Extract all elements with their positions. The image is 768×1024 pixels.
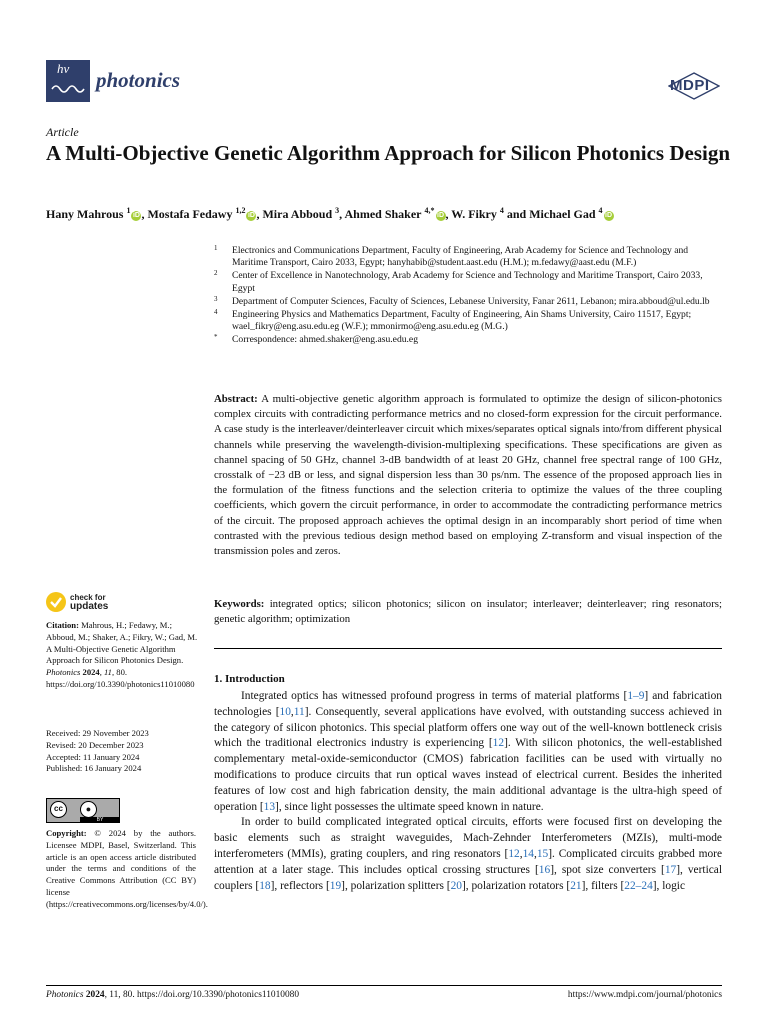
author-sup: 4 [598,206,603,215]
affiliation-item: 3 Department of Computer Sciences, Faculty of Sciences, Lebanese University, Fanar 2611, Lebanon; mira.abboud@ul.edu.lb [214,294,710,307]
citation-link[interactable]: 13 [263,800,276,813]
intro-paragraph: Integrated optics has witnessed profound progress in terms of material platforms [1–9] and fabrication technologies [10,11]. Consequently, several applications have evolved, with outstanding success achieved in the category of silicon photonics. This special platform offers one way out of the well-known bottleneck crisis which the traditional electronics industry is experiencing [12]. With silicon photonics, the well-established complementary metal-oxide-semiconductor (CMOS) fabrication facilities can be used with virtually no modifications to produce circuits that run optical waves instead of electrical current. Besides the inherited features of low cost and high fabrication density, the main additional advantage is the ultra-high speed of operation [13], since light possesses the ultimate speed known in nature. [214,690,722,813]
author-name[interactable]: W. Fikry [451,207,497,221]
affiliation-item: 2 Center of Excellence in Nanotechnology, Arab Academy for Science and Technology and Maritime Transport, Cairo 2033, Egypt [214,269,703,294]
intro-paragraph: In order to build complicated integrated optical circuits, efforts were focused first on developing the basic elements such as straight waveguides, Mach-Zehnder Interferometers (MZIs), multi-mode interferometers (MMIs), grating couplers, and ring resonators [12,14,15]. Complicated circuits grabbed more attention at a later stage. This includes optical crossing structures [16], spot size converters [17], vertical couplers [18], reflectors [19], polarization splitters [20], polarization rotators [21], filters [22–24], logic [214,816,723,892]
author-name[interactable]: Hany Mahrous [46,207,124,221]
author-name[interactable]: Mira Abboud [262,207,333,221]
orcid-icon[interactable]: iD [247,212,255,219]
footer-journal-url[interactable]: https://www.mdpi.com/journal/photonics [567,990,722,1000]
citation-label: Citation: [46,620,79,630]
received-date: Received: 29 November 2023 [46,728,149,738]
copyright-text: © 2024 by the authors. Licensee MDPI, Basel, Switzerland. This article is an open access article distributed under the terms and conditions of the Creative Commons Attribution (CC BY) license (https://creativecommons.org/licenses/by/4.0/). [46,828,208,909]
abstract [214,392,722,559]
author-sup: 4,* [424,206,435,215]
citation-link[interactable]: 14 [522,847,534,860]
citation-link[interactable]: 19 [329,879,342,892]
cc-by-license-badge[interactable] [46,798,120,823]
journal-logo-text: hv [57,61,70,76]
wave-icon [51,82,85,96]
journal-logo [46,60,90,102]
by-label: BY [80,817,120,823]
author-sup: 1,2 [235,206,246,215]
footer-divider [46,985,722,986]
author-name[interactable]: Ahmed Shaker [344,207,422,221]
orcid-icon[interactable]: iD [437,212,444,219]
published-date: Published: 16 January 2024 [46,763,142,774]
citation-link[interactable]: 17 [664,863,677,876]
author-name[interactable]: Michael Gad [529,207,596,221]
keywords [214,597,722,627]
abstract-text: A multi-objective genetic algorithm approach is formulated to optimize the design of silicon-photonics complex circuits with contradicting performance metrics and no closed-form expression for the circuit performance. A case study is the interleaver/deinterleaver circuit which mixes/separates optical signals into/from different physical channels while preserving the wavelength-division-multiplexing specifications. These specifications are given as channel spacing of 50 GHz, channel 3-dB bandwidth of at least 20 GHz, channel free spectral range of 100 GHz, crosstalk of −23 dB or less, and signal dispersion less than 30 ps/nm. The essence of the proposed approach lies in the formulation of the fitness functions and the selection criteria to optimize the values of the three coupling coefficients, which govern the circuit performance, in order to accommodate the contradicting performance metrics of the circuit. The proposed approach achieves the optimal design in an incomparably short period of time when contrasted with the previous tedious design method based on employing Z-transform and visual inspection of the transmission poles and zeros. [214,393,722,558]
citation-link[interactable]: 22–24 [624,879,653,892]
section-heading: 1. Introduction [214,673,285,685]
section-divider [214,648,722,649]
author-list: Hany Mahrous $^1$iD , Mostafa Fedawy $^{1,2}$iD , Mira Abboud $^3$, Ahmed Shaker $^{4,*}$iD , W. Fikry $^4$ and Michael Gad $^4$iD [46,206,613,221]
person-icon: ● [80,801,97,818]
abstract-label: Abstract: [214,393,258,405]
keywords-label: Keywords: [214,598,265,610]
paper-title: A Multi-Objective Genetic Algorithm Approach for Silicon Photonics Design [46,141,731,165]
citation-link[interactable]: 16 [538,863,551,876]
citation-link[interactable]: 21 [570,879,582,892]
author-sup: 4 [499,206,504,215]
citation-link[interactable]: 15 [536,847,549,860]
article-type: Article [46,125,79,139]
check-for-updates-icon[interactable] [46,592,66,612]
citation-text: Mahrous, H.; Fedawy, M.; Abboud, M.; Shaker, A.; Fikry, W.; Gad, M. A Multi-Objective Genetic Algorithm Approach for Silicon Photonics Design. [46,620,198,666]
mdpi-logo-text: MDPI [670,77,710,94]
article-dates [46,728,202,775]
affiliation-item: 4 Engineering Physics and Mathematics Department, Faculty of Engineering, Ain Shams University, Cairo 11517, Egypt; wael_fikry@eng.asu.edu.eg (W.F.); mmonirmo@eng.asu.edu.eg (M.G.) [214,308,692,333]
citation-link[interactable]: 18 [259,879,271,892]
accepted-date: Accepted: 11 January 2024 [46,751,140,762]
orcid-icon[interactable]: iD [605,212,613,219]
citation-doi[interactable]: 80. https://doi.org/10.3390/photonics11010080 [46,667,195,689]
correspondence: * Correspondence: ahmed.shaker@eng.asu.edu.eg [214,333,418,346]
keywords-text: integrated optics; silicon photonics; silicon on insulator; interleaver; deinterleaver; ring resonators; genetic algorithm; optimization [214,598,722,626]
citation-block: Citation: Mahrous, H.; Fedawy, M.; Abboud, M.; Shaker, A.; Fikry, W.; Gad, M. A Multi-Objective Genetic Algorithm Approach for Silicon Photonics Design. Photonics 2024, 11, 80. https://doi.org/10.3390/photonics11010080 [46,620,198,689]
journal-name: photonics [96,68,181,92]
checkmark-icon [46,592,66,612]
affiliations [214,245,724,348]
citation-link[interactable]: 10 [279,705,291,718]
citation-link[interactable]: 11 [293,705,305,718]
revised-date: Revised: 20 December 2023 [46,739,144,750]
affiliation-item: 1 Electronics and Communications Department, Faculty of Engineering, Arab Academy for Science and Technology and Maritime Transport, Cairo 2033, Egypt; hanyhabib@student.aast.edu (H.M.); m.fedawy@aast.edu (M.F.) [214,244,689,269]
author-sup: 1 [126,206,131,215]
check-for-updates-button[interactable]: check for updates [70,593,109,612]
author-name[interactable]: Mostafa Fedawy [147,207,233,221]
orcid-icon[interactable]: iD [132,212,140,219]
cc-icon: cc [50,801,67,818]
intro-body [214,689,722,894]
copyright-notice [46,828,208,911]
footer-citation: Photonics 2024, 11, 80. https://doi.org/10.3390/photonics11010080 [46,990,300,1000]
citation-link[interactable]: 20 [450,879,462,892]
copyright-label: Copyright: [46,828,87,838]
citation-link[interactable]: 12 [492,737,505,750]
citation-link[interactable]: 1–9 [627,690,645,702]
author-sup: 3 [335,206,340,215]
citation-link[interactable]: 12 [508,847,520,860]
